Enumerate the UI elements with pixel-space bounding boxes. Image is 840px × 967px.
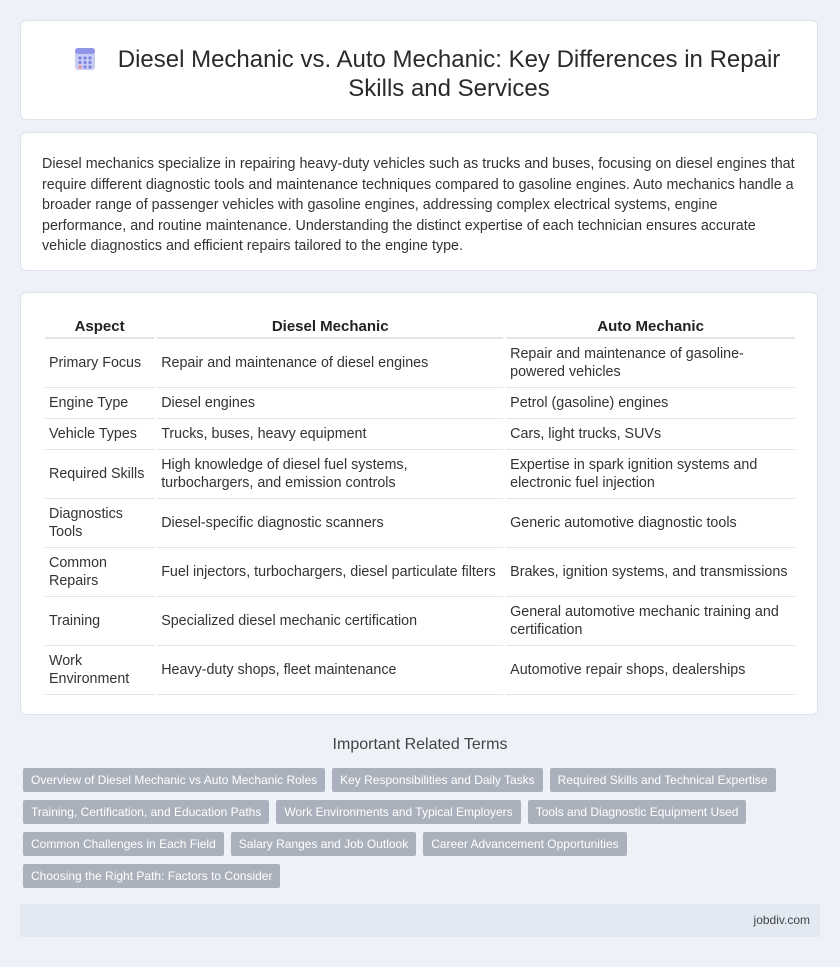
cell-aspect: Work Environment <box>45 646 154 695</box>
cell-diesel: Specialized diesel mechanic certification <box>157 597 503 646</box>
intro-card <box>20 132 818 271</box>
cell-diesel: Heavy-duty shops, fleet maintenance <box>157 646 503 695</box>
cell-auto: Petrol (gasoline) engines <box>506 388 795 419</box>
table-row <box>45 450 795 499</box>
related-term-tag[interactable]: Required Skills and Technical Expertise <box>550 768 776 792</box>
cell-aspect: Training <box>45 597 154 646</box>
footer-bar <box>20 904 820 937</box>
related-terms-list <box>23 768 823 896</box>
table-row <box>45 499 795 548</box>
cell-auto: Cars, light trucks, SUVs <box>506 419 795 450</box>
cell-diesel: Diesel-specific diagnostic scanners <box>157 499 503 548</box>
cell-aspect: Primary Focus <box>45 339 154 388</box>
related-term-tag[interactable]: Tools and Diagnostic Equipment Used <box>528 800 747 824</box>
cell-aspect: Vehicle Types <box>45 419 154 450</box>
table-row <box>45 419 795 450</box>
comparison-table-card <box>20 292 818 715</box>
cell-aspect: Required Skills <box>45 450 154 499</box>
cell-aspect: Diagnostics Tools <box>45 499 154 548</box>
table-row <box>45 339 795 388</box>
column-header-aspect: Aspect <box>45 315 154 339</box>
related-term-tag[interactable]: Key Responsibilities and Daily Tasks <box>332 768 543 792</box>
cell-auto: Automotive repair shops, dealerships <box>506 646 795 695</box>
related-term-tag[interactable]: Career Advancement Opportunities <box>423 832 626 856</box>
header-card <box>20 20 818 120</box>
cell-auto: Expertise in spark ignition systems and electronic fuel injection <box>506 450 795 499</box>
table-row <box>45 597 795 646</box>
related-term-tag[interactable]: Salary Ranges and Job Outlook <box>231 832 416 856</box>
cell-diesel: High knowledge of diesel fuel systems, turbochargers, and emission controls <box>157 450 503 499</box>
table-row <box>45 548 795 597</box>
related-term-tag[interactable]: Work Environments and Typical Employers <box>276 800 520 824</box>
cell-auto: Generic automotive diagnostic tools <box>506 499 795 548</box>
comparison-table <box>42 315 798 695</box>
related-term-tag[interactable]: Training, Certification, and Education Paths <box>23 800 269 824</box>
cell-auto: Repair and maintenance of gasoline-powered vehicles <box>506 339 795 388</box>
table-header-row <box>45 315 795 339</box>
cell-auto: Brakes, ignition systems, and transmissions <box>506 548 795 597</box>
cell-diesel: Trucks, buses, heavy equipment <box>157 419 503 450</box>
cell-auto: General automotive mechanic training and certification <box>506 597 795 646</box>
cell-diesel: Diesel engines <box>157 388 503 419</box>
related-term-tag[interactable]: Common Challenges in Each Field <box>23 832 224 856</box>
column-header-auto: Auto Mechanic <box>506 315 795 339</box>
page-title: Diesel Mechanic vs. Auto Mechanic: Key Differences in Repair Skills and Services <box>117 46 781 102</box>
table-row <box>45 646 795 695</box>
cell-aspect: Engine Type <box>45 388 154 419</box>
cell-aspect: Common Repairs <box>45 548 154 597</box>
related-term-tag[interactable]: Overview of Diesel Mechanic vs Auto Mechanic Roles <box>23 768 325 792</box>
cell-diesel: Repair and maintenance of diesel engines <box>157 339 503 388</box>
footer-site-link[interactable]: jobdiv.com <box>753 913 810 927</box>
intro-paragraph: Diesel mechanics specialize in repairing heavy-duty vehicles such as trucks and buses, focusing on diesel engines that require different diagnostic tools and maintenance techniques compared to gasoline engines. Auto mechanics handle a broader range of passenger vehicles with gasoline engines, addressing complex electrical systems, engine performance, and routine maintenance. Understanding the distinct expertise of each technician ensures accurate vehicle diagnostics and efficient repairs tailored to the engine type. <box>42 156 795 254</box>
related-term-tag[interactable]: Choosing the Right Path: Factors to Consider <box>23 864 280 888</box>
table-row <box>45 388 795 419</box>
cell-diesel: Fuel injectors, turbochargers, diesel particulate filters <box>157 548 503 597</box>
column-header-diesel: Diesel Mechanic <box>157 315 503 339</box>
calculator-grid-icon <box>73 47 97 71</box>
related-terms-title: Important Related Terms <box>332 736 508 753</box>
